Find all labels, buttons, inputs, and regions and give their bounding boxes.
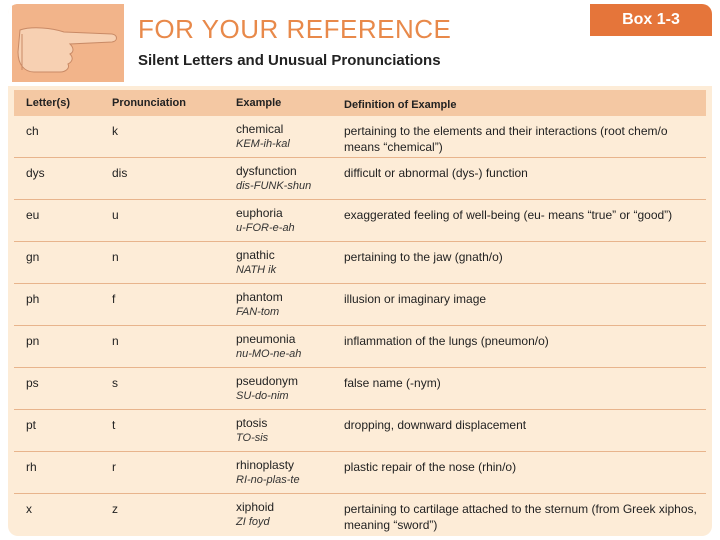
pointing-hand-icon: [12, 4, 124, 82]
definition-cell: false name (-nym): [344, 376, 441, 390]
pronunciation-cell: f: [112, 292, 116, 306]
letters-cell: dys: [26, 166, 45, 180]
example-word: gnathic: [236, 248, 275, 262]
definition-cell: dropping, downward displacement: [344, 418, 527, 432]
box-header: [8, 4, 712, 86]
pronunciation-cell: s: [112, 376, 118, 390]
table-row: [14, 325, 706, 367]
table-row: [14, 283, 706, 325]
table-row: [14, 199, 706, 241]
example-word: phantom: [236, 290, 283, 304]
example-pronunciation: nu-MO-ne-ah: [236, 348, 302, 360]
example-cell: [236, 458, 300, 487]
pronunciation-table: [14, 90, 706, 535]
example-cell: [236, 290, 283, 319]
box-title: FOR YOUR REFERENCE: [138, 14, 452, 44]
letters-cell: ps: [26, 376, 39, 390]
pronunciation-cell: r: [112, 460, 116, 474]
example-word: ptosis: [236, 416, 268, 430]
letters-cell: rh: [26, 460, 37, 474]
example-pronunciation: TO-sis: [236, 432, 269, 444]
definition-cell: pertaining to cartilage attached to the sternum (from Greek xiphos, meaning “sword”): [344, 502, 697, 532]
example-word: chemical: [236, 122, 284, 136]
letters-cell: pt: [26, 418, 37, 432]
pronunciation-cell: k: [112, 124, 118, 138]
reference-box: [8, 4, 712, 536]
example-cell: [236, 332, 301, 361]
table-row: [14, 493, 706, 535]
table-row: [14, 409, 706, 451]
example-word: xiphoid: [236, 500, 275, 514]
example-cell: [236, 416, 268, 445]
letters-cell: ch: [26, 124, 39, 138]
example-cell: [236, 248, 276, 277]
example-pronunciation: RI-no-plas-te: [236, 474, 300, 486]
box-number-badge: Box 1-3: [590, 4, 712, 36]
table-row: [14, 451, 706, 493]
example-pronunciation: ZI foyd: [236, 516, 270, 528]
example-cell: [236, 374, 298, 403]
example-pronunciation: dis-FUNK-shun: [236, 180, 312, 192]
table-row: [14, 116, 706, 157]
definition-cell: exaggerated feeling of well-being (eu- means “true” or “good”): [344, 208, 673, 222]
example-word: dysfunction: [236, 164, 297, 178]
letters-cell: gn: [26, 250, 40, 264]
example-cell: [236, 206, 295, 235]
column-header-example: Example: [236, 97, 282, 109]
example-pronunciation: SU-do-nim: [236, 390, 289, 402]
box-subtitle: Silent Letters and Unusual Pronunciations: [138, 52, 441, 69]
example-word: euphoria: [236, 206, 283, 220]
column-header-letters: Letter(s): [26, 97, 71, 109]
example-pronunciation: u-FOR-e-ah: [236, 222, 295, 234]
pronunciation-cell: u: [112, 208, 119, 222]
pronunciation-cell: n: [112, 250, 119, 264]
table-header: [14, 90, 706, 116]
letters-cell: ph: [26, 292, 40, 306]
pronunciation-cell: t: [112, 418, 116, 432]
definition-cell: inflammation of the lungs (pneumon/o): [344, 334, 549, 348]
example-cell: [236, 500, 274, 529]
pronunciation-cell: z: [112, 502, 118, 516]
letters-cell: eu: [26, 208, 40, 222]
table-row: [14, 367, 706, 409]
letters-cell: pn: [26, 334, 40, 348]
example-word: rhinoplasty: [236, 458, 295, 472]
example-word: pseudonym: [236, 374, 299, 388]
pronunciation-cell: n: [112, 334, 119, 348]
example-pronunciation: KEM-ih-kal: [236, 138, 290, 150]
definition-cell: difficult or abnormal (dys-) function: [344, 166, 528, 180]
table-body: [14, 116, 706, 535]
letters-cell: x: [26, 502, 32, 516]
pronunciation-cell: dis: [112, 166, 128, 180]
example-cell: [236, 122, 290, 151]
example-cell: [236, 164, 311, 193]
column-header-definition: Definition of Example: [344, 99, 457, 111]
example-pronunciation: FAN-tom: [236, 306, 280, 318]
table-row: [14, 157, 706, 199]
example-pronunciation: NATH ik: [236, 264, 277, 276]
definition-cell: pertaining to the elements and their interactions (root chem/o means “chemical”): [344, 124, 668, 154]
definition-cell: plastic repair of the nose (rhin/o): [344, 460, 517, 474]
definition-cell: illusion or imaginary image: [344, 292, 487, 306]
table-row: [14, 241, 706, 283]
column-header-pronunciation: Pronunciation: [112, 97, 186, 109]
example-word: pneumonia: [236, 332, 296, 346]
definition-cell: pertaining to the jaw (gnath/o): [344, 250, 503, 264]
